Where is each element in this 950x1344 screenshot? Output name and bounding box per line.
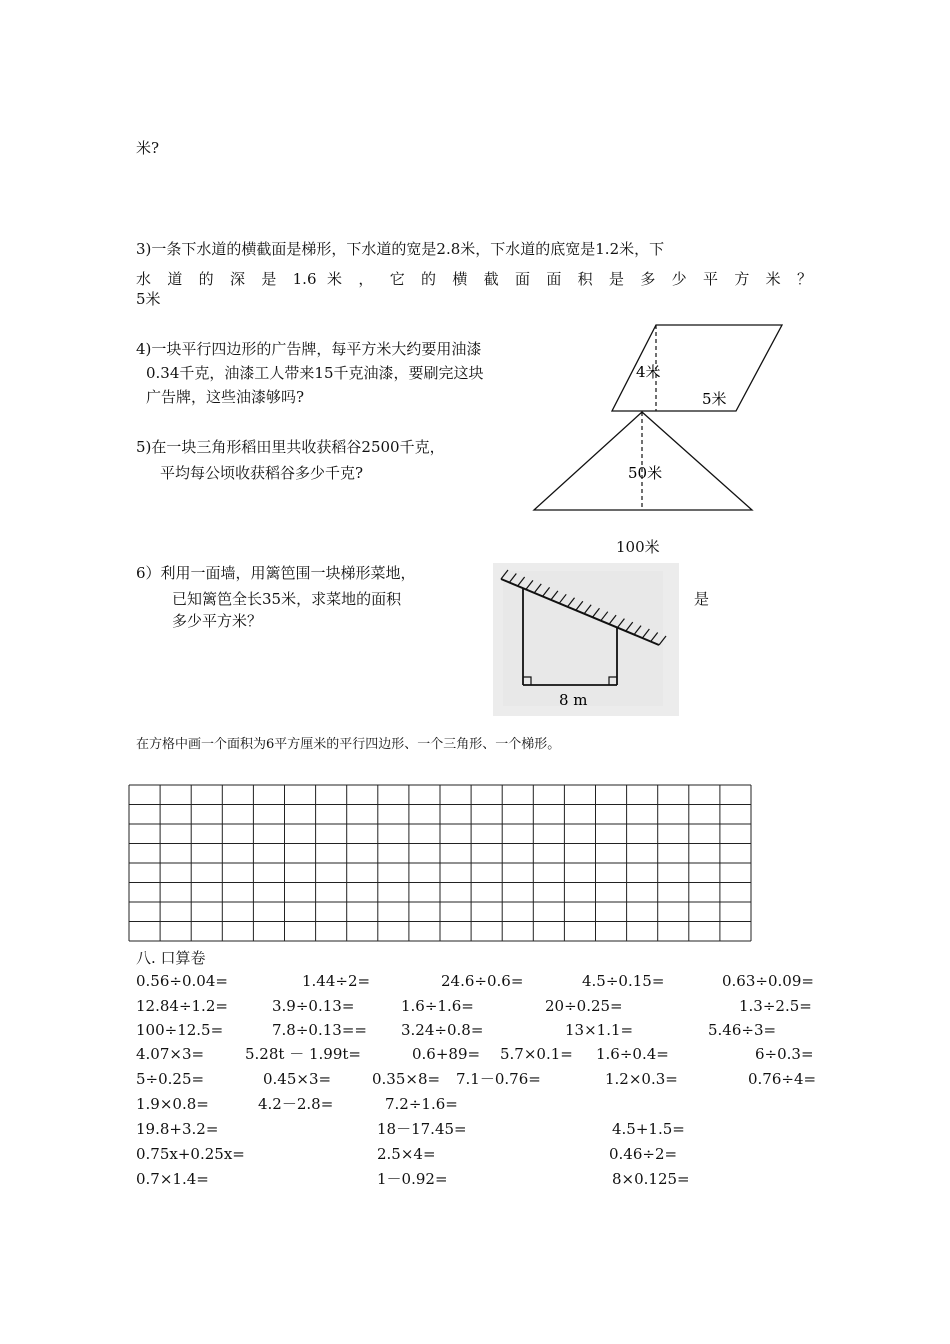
math-item: 1.6÷0.4= (596, 1045, 669, 1063)
math-item: 0.45×3= (263, 1070, 332, 1088)
math-item: 12.84÷1.2= (136, 997, 228, 1015)
math-item: 0.7×1.4= (136, 1170, 209, 1188)
problem-3-word: 截 (483, 270, 505, 288)
drawing-grid[interactable] (128, 784, 752, 942)
problem-5-line-2: 平均每公顷收获稻谷多少千克? (160, 464, 364, 482)
math-item: 0.56÷0.04= (136, 972, 228, 990)
math-item: 6÷0.3= (755, 1045, 814, 1063)
problem-3-word: 方 (734, 270, 756, 288)
math-item: 7.1－0.76= (456, 1070, 541, 1088)
problem-3-word: 多 (640, 270, 662, 288)
math-item: 5÷0.25= (136, 1070, 205, 1088)
math-item: 20÷0.25= (545, 997, 623, 1015)
math-item: 5.7×0.1= (500, 1045, 573, 1063)
garden-figure (493, 563, 679, 716)
math-item: 8×0.125= (612, 1170, 690, 1188)
garden-bottom-label: 8 m (559, 691, 588, 709)
math-item: 100÷12.5= (136, 1021, 224, 1039)
math-item: 0.6+89= (412, 1045, 481, 1063)
problem-3-word: 1.6 (292, 270, 317, 288)
math-item: 4.07×3= (136, 1045, 205, 1063)
math-item: 0.46÷2= (609, 1145, 678, 1163)
problem-3-word: ， (358, 270, 380, 288)
math-item: 7.2÷1.6= (385, 1095, 458, 1113)
problem-3-word: 水 (136, 270, 157, 288)
math-item: 5.46÷3= (708, 1021, 777, 1039)
triangle-figure (530, 408, 756, 514)
problem-4-line-1: 4)一块平行四边形的广告牌，每平方米大约要用油漆 (136, 340, 482, 358)
problem-6-line-2-tail: 是 (694, 590, 710, 608)
problem-3-word: 少 (671, 270, 693, 288)
math-item: 0.75x+0.25x= (136, 1145, 245, 1163)
problem-3-word: 积 (577, 270, 599, 288)
problem-3-word: ？ (796, 270, 812, 288)
math-item: 19.8+3.2= (136, 1120, 219, 1138)
math-item: 1.9×0.8= (136, 1095, 209, 1113)
math-item: 1.6÷1.6= (401, 997, 474, 1015)
problem-3-word: 米 (327, 270, 348, 288)
problem-6-line-1: 6）利用一面墙，用篱笆围一块梯形菜地， (136, 564, 416, 582)
math-item: 2.5×4= (377, 1145, 436, 1163)
problem-3-line-3: 5米 (136, 290, 161, 308)
problem-3-word: 米 (765, 270, 787, 288)
math-item: 1.2×0.3= (605, 1070, 678, 1088)
problem-3-word: 的 (421, 270, 442, 288)
math-item: 4.5÷0.15= (582, 972, 665, 990)
math-item: 4.2－2.8= (258, 1095, 334, 1113)
math-item: 7.8÷0.13== (272, 1021, 367, 1039)
problem-6-line-2: 已知篱笆全长35米，求菜地的面积 (172, 590, 402, 608)
math-item: 1－0.92= (377, 1170, 448, 1188)
parallelogram-height-label: 4米 (636, 363, 661, 381)
problem-5-line-1: 5)在一块三角形稻田里共收获稻谷2500千克， (136, 438, 445, 456)
math-item: 24.6÷0.6= (441, 972, 524, 990)
triangle-shape (534, 412, 752, 510)
problem-3-word: 它 (389, 270, 411, 288)
problem-4-line-2: 0.34千克，油漆工人带来15千克油漆，要刷完这块 (146, 364, 484, 382)
section-heading: 八. 口算卷 (136, 949, 206, 967)
math-item: 3.24÷0.8= (401, 1021, 484, 1039)
problem-3-line-1: 3)一条下水道的横截面是梯形，下水道的宽是2.8米，下水道的底宽是1.2米，下 (136, 240, 665, 258)
problem-3-word: 深 (229, 270, 251, 288)
math-item: 5.28t － 1.99t= (245, 1045, 361, 1063)
problem-3-word: 面 (546, 270, 568, 288)
problem-3-word: 道 (167, 270, 189, 288)
math-item: 1.3÷2.5= (739, 997, 812, 1015)
problem-3-word: 平 (702, 270, 724, 288)
math-item: 4.5+1.5= (612, 1120, 685, 1138)
math-item: 0.35×8= (372, 1070, 441, 1088)
triangle-base-label: 100米 (616, 538, 660, 556)
math-item: 3.9÷0.13= (272, 997, 355, 1015)
problem-3-line-2 (136, 268, 812, 289)
math-item: 1.44÷2= (302, 972, 371, 990)
problem-6-line-3: 多少平方米？ (172, 612, 263, 630)
parallelogram-side-label: 5米 (702, 390, 727, 408)
problem-3-word: 是 (609, 270, 630, 288)
math-item: 0.76÷4= (748, 1070, 817, 1088)
continued-text: 米? (136, 139, 160, 157)
math-item: 13×1.1= (565, 1021, 634, 1039)
grid-task-instruction: 在方格中画一个面积为6平方厘米的平行四边形、一个三角形、一个梯形。 (136, 737, 561, 752)
problem-4-line-3: 广告牌，这些油漆够吗? (146, 388, 305, 406)
math-item: 0.63÷0.09= (722, 972, 814, 990)
problem-3-word: 横 (452, 270, 474, 288)
problem-3-word: 面 (515, 270, 536, 288)
parallelogram-figure (610, 323, 786, 415)
math-item: 18－17.45= (377, 1120, 467, 1138)
problem-3-word: 是 (261, 270, 283, 288)
problem-3-word: 的 (198, 270, 220, 288)
triangle-height-label: 50米 (628, 464, 663, 482)
